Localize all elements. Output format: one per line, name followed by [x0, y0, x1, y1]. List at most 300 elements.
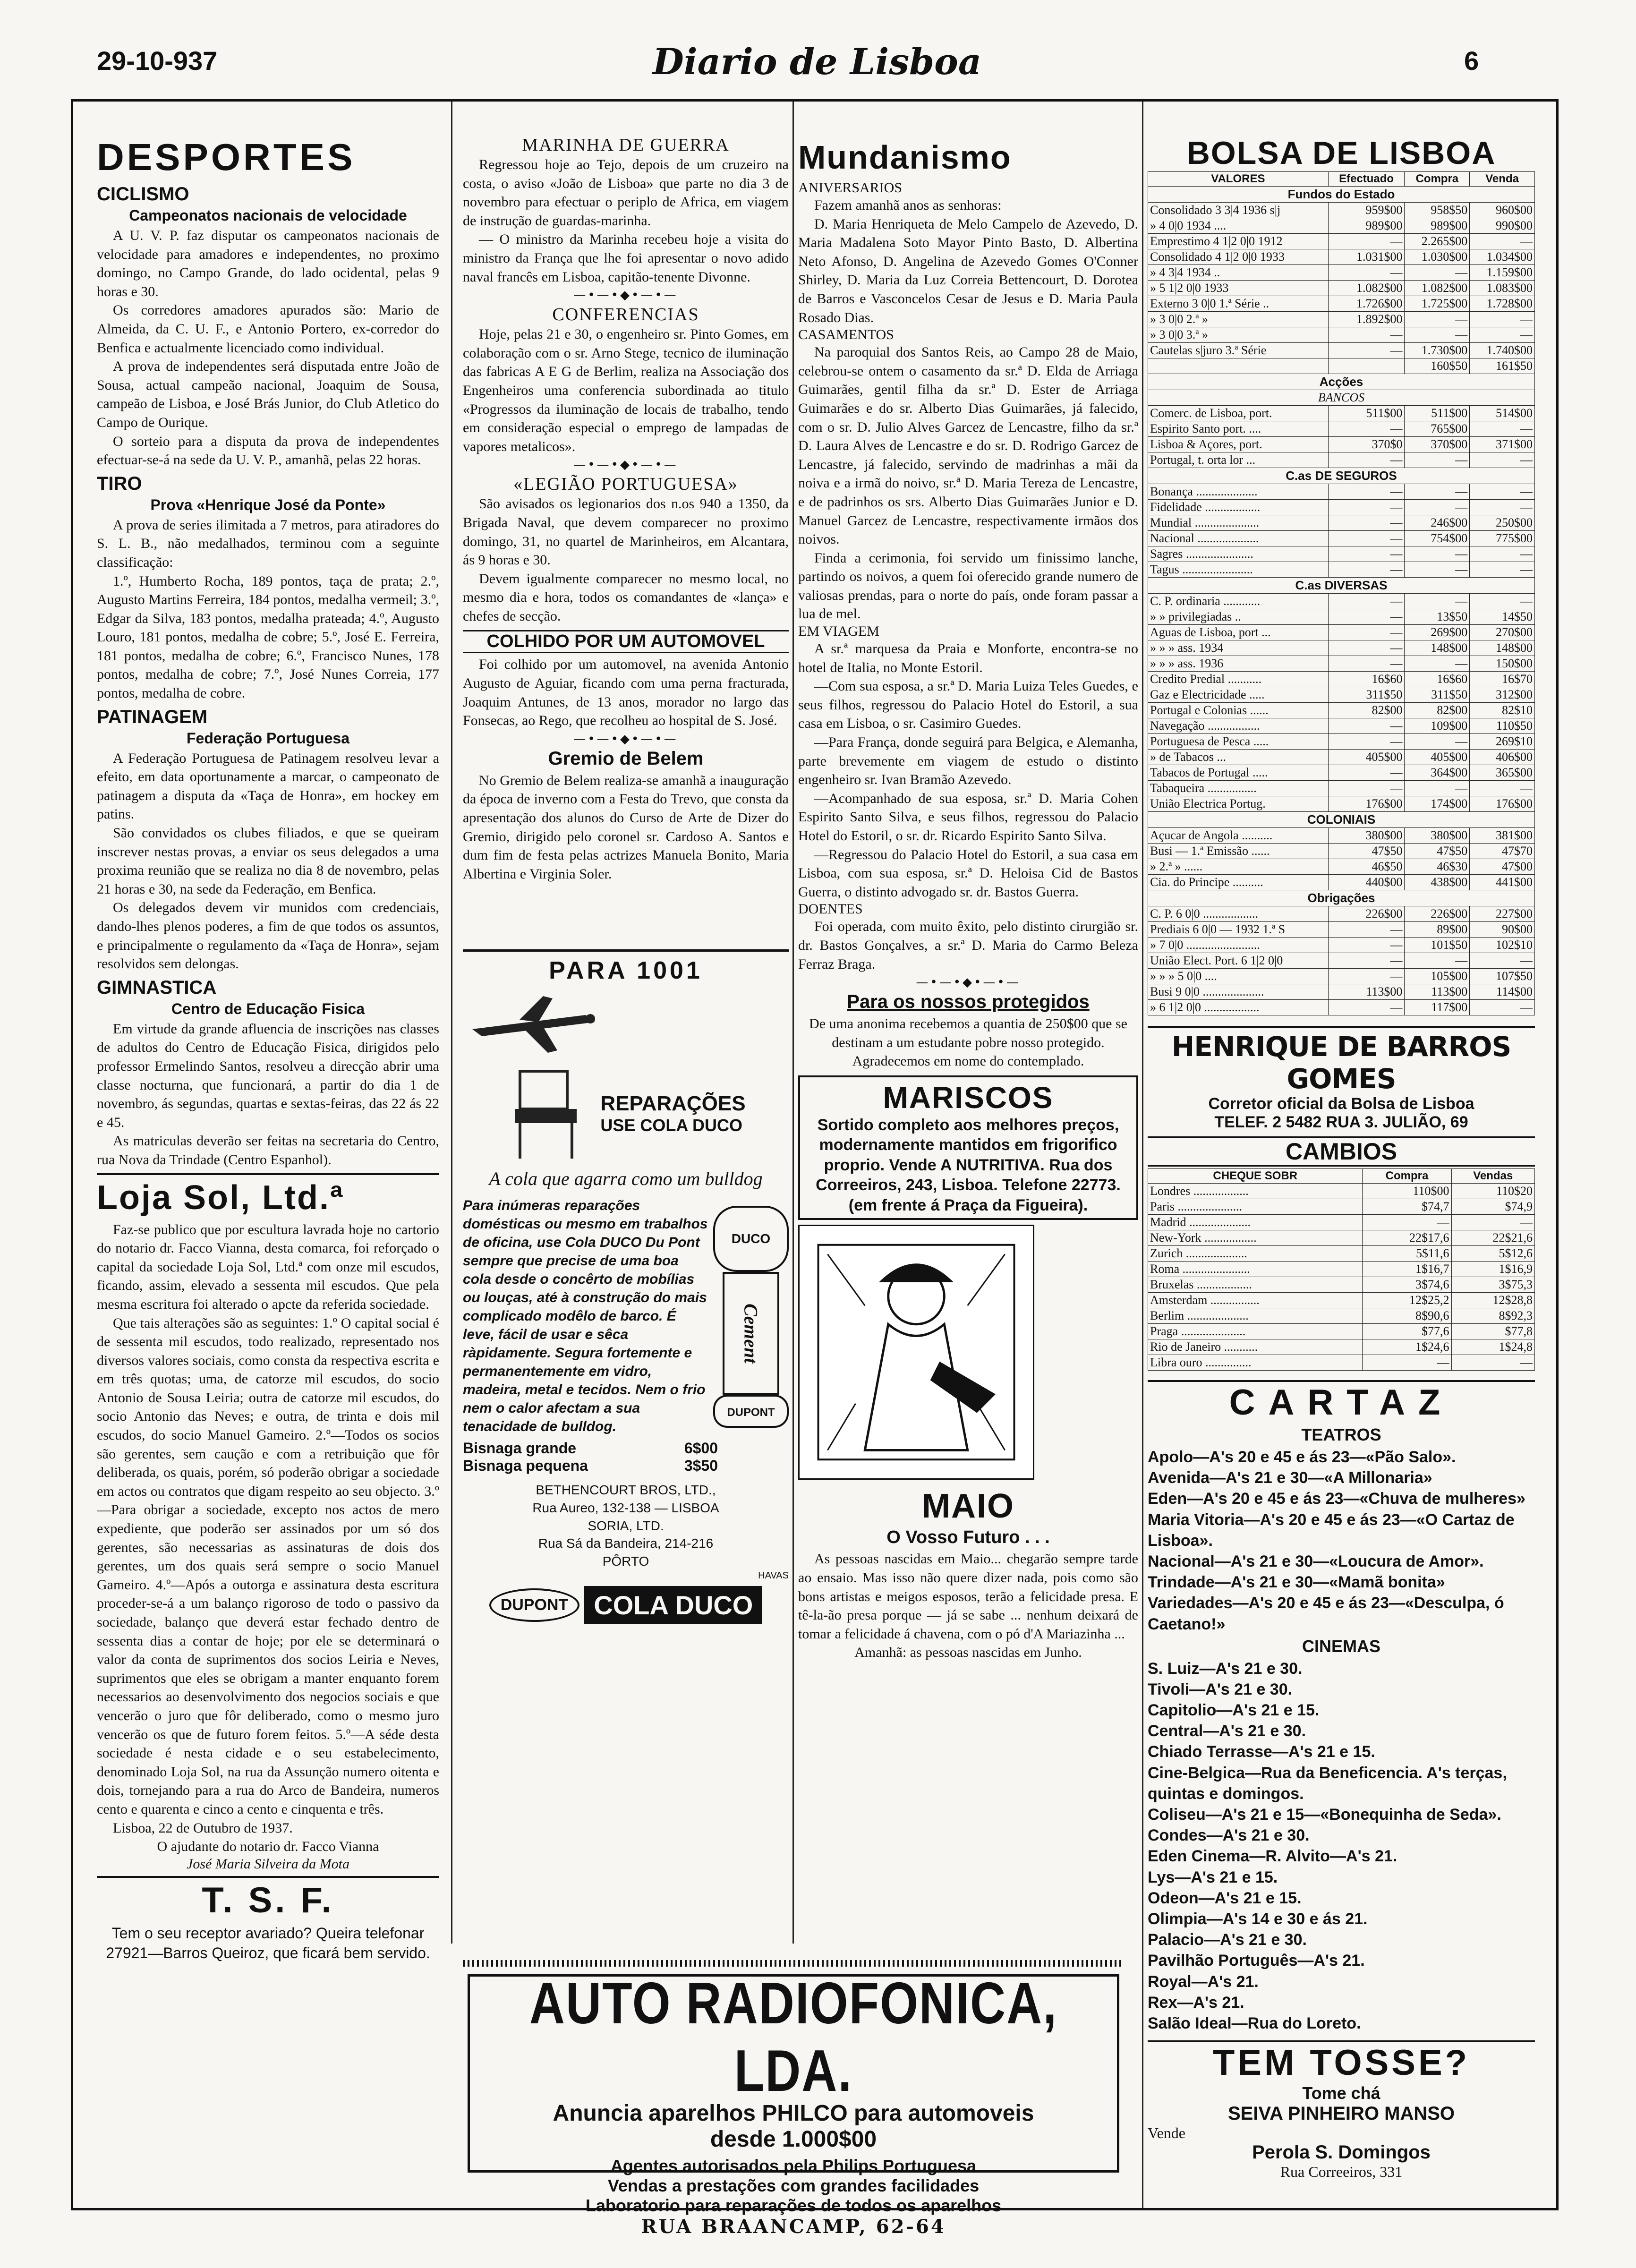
ornament: —•—•◆•—•—	[573, 732, 678, 746]
table-cell: Libra ouro ...............	[1148, 1355, 1363, 1371]
table-row	[1148, 969, 1535, 984]
table-cell: 989$00	[1328, 218, 1405, 234]
table-cell: $74,9	[1451, 1199, 1534, 1215]
table-cell: —	[1470, 484, 1535, 500]
table-row	[1148, 953, 1535, 969]
table-row	[1148, 218, 1535, 234]
price-small: 3$50	[684, 1457, 718, 1474]
table-row	[1148, 796, 1535, 812]
column-rule	[451, 102, 452, 1944]
table-cell: —	[1405, 500, 1470, 515]
table-cell: —	[1328, 515, 1405, 531]
ad-line: desde 1.000$00	[710, 2127, 877, 2152]
table-cell: 89$00	[1405, 922, 1470, 938]
loja-sol-heading: Loja Sol, Ltd.ª	[97, 1178, 344, 1217]
table-cell: 161$50	[1470, 358, 1535, 374]
table-cell: —	[1451, 1355, 1534, 1371]
table-cell: —	[1328, 265, 1405, 281]
table-cell: 3$75,3	[1451, 1277, 1534, 1293]
table-cell: 110$00	[1363, 1184, 1451, 1199]
listing-item: Palacio—A's 21 e 30.	[1148, 1931, 1307, 1949]
cinemas-heading: CINEMAS	[1302, 1636, 1380, 1656]
table-cell: 1.725$00	[1405, 296, 1470, 312]
table-row	[1148, 687, 1535, 703]
table-cell: 405$00	[1405, 750, 1470, 765]
table-row	[1148, 1246, 1535, 1262]
table-cell: —	[1328, 640, 1405, 656]
table-cell: —	[1405, 562, 1470, 578]
table-cell: —	[1328, 765, 1405, 781]
table-row	[1148, 296, 1535, 312]
stock-group-title: COLONIAIS	[1148, 812, 1535, 828]
table-cell: 82$00	[1328, 703, 1405, 718]
table-cell: —	[1328, 327, 1405, 343]
table-cell: 989$00	[1405, 218, 1470, 234]
table-cell: —	[1328, 531, 1405, 546]
table-cell: Tagus .......................	[1148, 562, 1329, 578]
table-cell: 176$00	[1328, 796, 1405, 812]
table-cell: —	[1328, 656, 1405, 672]
table-cell: New-York .................	[1148, 1230, 1363, 1246]
table-cell: —	[1363, 1355, 1451, 1371]
table-row	[1148, 1262, 1535, 1277]
table-cell: —	[1470, 327, 1535, 343]
table-cell: —	[1328, 734, 1405, 750]
paragraph: Devem igualmente comparecer no mesmo local, no mesmo dia e hora, todos os comandantes de «lança» e chefes de secção.	[463, 571, 789, 624]
col-header: Venda	[1470, 172, 1535, 187]
table-cell: —	[1470, 594, 1535, 609]
table-cell: 1$16,7	[1363, 1262, 1451, 1277]
table-cell: —	[1470, 546, 1535, 562]
table-cell: 1.730$00	[1405, 343, 1470, 358]
table-cell: 82$00	[1405, 703, 1470, 718]
table-cell: 269$00	[1405, 625, 1470, 640]
table-row	[1148, 312, 1535, 327]
table-row	[1148, 358, 1535, 374]
table-cell: 46$30	[1405, 859, 1470, 875]
table-cell: —	[1405, 734, 1470, 750]
tsf-heading: T. S. F.	[202, 1880, 334, 1920]
tosse-heading: TEM TOSSE?	[1212, 2043, 1470, 2083]
section-subtitle: Centro de Educação Fisica	[171, 1000, 365, 1017]
ornament: —•—•◆•—•—	[573, 288, 678, 303]
table-cell: Busi — 1.ª Emissão ......	[1148, 844, 1329, 859]
table-cell: 3$74,6	[1363, 1277, 1451, 1293]
section-subtitle: Campeonatos nacionais de velocidade	[129, 207, 407, 224]
table-row	[1148, 718, 1535, 734]
table-cell: Tabacos de Portugal .....	[1148, 765, 1329, 781]
table-cell: —	[1470, 234, 1535, 249]
paragraph: Em virtude da grande afluencia de inscrições nas classes de adultos do Centro de Educação Fisica, dirigidos pelo professor Ermelindo Santos, resolveu a direcção abrir uma classe nocturna, que funcionará, a partir do dia 1 de novembro, ás segundas, quartas e sextas-feiras, das 22 ás 22 e 45.	[97, 1021, 439, 1130]
tosse-line: Tome chá	[1302, 2083, 1380, 2103]
col-header: CHEQUE SOBR	[1148, 1169, 1363, 1184]
stock-group-title: Obrigações	[1148, 890, 1535, 906]
table-cell: » 3 0|0 2.ª »	[1148, 312, 1329, 327]
table-cell: —	[1328, 938, 1405, 953]
table-cell: —	[1451, 1215, 1534, 1230]
mariscos-text: Sortido completo aos melhores preços, modernamente mantidos em frigorifico proprio. Vende A NUTRITIVA. Rua dos Correeiros, 243, Lisboa. Telefone 22773. (em frente á Praça da Figueira).	[816, 1116, 1121, 1214]
paragraph: D. Maria Henriqueta de Melo Campelo de Azevedo, D. Maria Madalena Soto Mayor Pinto Basto, D. Albertina Neto Afonso, D. Angelina de Azevedo Gomes O'Conner Shirley, D. Maria da Luz Correia Bettencourt, D. Dorotea de Barros e Vasconcelos Cesar de Jesus e D. Maria Paula Rosado Dias.	[798, 216, 1138, 325]
table-cell: 102$10	[1470, 938, 1535, 953]
table-cell: Mundial .....................	[1148, 515, 1329, 531]
table-cell: » » privilegiadas ..	[1148, 609, 1329, 625]
table-cell: —	[1405, 656, 1470, 672]
table-cell: —	[1470, 953, 1535, 969]
conferencias-title: CONFERENCIAS	[552, 305, 699, 325]
table-row	[1148, 984, 1535, 1000]
section-title: PATINAGEM	[97, 706, 208, 727]
paragraph: A sr.ª marquesa da Praia e Monforte, encontra-se no hotel de Italia, no Monte Estoril.	[798, 641, 1138, 675]
table-cell: 380$00	[1405, 828, 1470, 844]
table-cell: Bonança ....................	[1148, 484, 1329, 500]
table-cell: 1.034$00	[1470, 249, 1535, 265]
table-cell: Londres ..................	[1148, 1184, 1363, 1199]
broker-contact: TELEF. 2 5482 RUA 3. JULIÃO, 69	[1214, 1113, 1468, 1131]
table-cell: 47$00	[1470, 859, 1535, 875]
table-cell: C. P. 6 0|0 ..................	[1148, 906, 1329, 922]
ornament: —•—•◆•—•—	[916, 975, 1021, 990]
paragraph: —Regressou do Palacio Hotel do Estoril, a sua casa em Lisboa, com sua esposa, sr.ª D. Heloisa Cid de Bastos Guerra, o distinto advogado sr. dr. Bastos Guerra.	[798, 846, 1138, 900]
table-cell: 250$00	[1470, 515, 1535, 531]
table-cell: 16$70	[1470, 672, 1535, 687]
paragraph: Amanhã: as pessoas nascidas em Junho.	[854, 1645, 1082, 1661]
table-cell: —	[1405, 781, 1470, 796]
paragraph: O ajudante do notario dr. Facco Vianna	[157, 1839, 379, 1855]
section-title: EM VIAGEM	[798, 623, 879, 639]
table-cell: 110$20	[1451, 1184, 1534, 1199]
chair-icon	[506, 1066, 591, 1161]
teatros-heading: TEATROS	[1301, 1425, 1381, 1444]
table-row	[1148, 265, 1535, 281]
ad-line: Vendas a prestações com grandes facilidades	[607, 2176, 980, 2195]
table-cell: Paris .....................	[1148, 1199, 1363, 1215]
table-cell: —	[1328, 609, 1405, 625]
listing-item: S. Luiz—A's 21 e 30.	[1148, 1659, 1303, 1678]
ad-top: PARA 1001	[463, 949, 789, 985]
ad-body: Para inúmeras reparações domésticas ou mesmo em trabalhos de oficina, use Cola DUCO Du Pont sempre que precise de uma boa cola desde o concêrto de mobílias ou louças, até à construção do mais complicado modêlo de barco. É leve, fácil de usar e sêca ràpidamente. Segura fortemente e permanentemente em vidro, madeira, metal e tecidos. Nem o frio nem o calor afectam a sua tenacidade de bulldog.	[463, 1198, 708, 1434]
distributor-line: BETHENCOURT BROS, LTD.,	[536, 1483, 716, 1497]
table-row	[1148, 1308, 1535, 1324]
paragraph: Os corredores amadores apurados são: Mario de Almeida, da C. U. F., e Antonio Portero, ex-corredor do Benfica e actualmente licenciado como individual.	[97, 302, 439, 356]
table-cell	[1148, 358, 1329, 374]
finance-column	[1148, 135, 1535, 2180]
table-cell: 1.728$00	[1470, 296, 1535, 312]
table-cell: 246$00	[1405, 515, 1470, 531]
ad-mid2: USE COLA DUCO	[600, 1116, 743, 1135]
table-cell: União Electrica Portug.	[1148, 796, 1329, 812]
tosse-line: Perola S. Domingos	[1252, 2142, 1431, 2163]
table-cell: 514$00	[1470, 406, 1535, 421]
listing-item: Salão Ideal—Rua do Loreto.	[1148, 2014, 1361, 2032]
table-cell: 311$50	[1405, 687, 1470, 703]
paragraph: —Para França, donde seguirá para Belgica, e Alemanha, parte brevemente em viagem de estudo o distinto engenheiro sr. Ivan Bramão Azevedo.	[798, 734, 1138, 788]
table-row	[1148, 1199, 1535, 1215]
listing-item: Maria Vitoria—A's 20 e 45 e ás 23—«O Cartaz de Lisboa».	[1148, 1510, 1515, 1550]
table-row	[1148, 734, 1535, 750]
table-cell: —	[1405, 953, 1470, 969]
table-cell: Espirito Santo port. ....	[1148, 421, 1329, 437]
dupont-logo: DUPONT	[489, 1588, 580, 1622]
cartaz-heading: CARTAZ	[1229, 1382, 1454, 1423]
table-row	[1148, 703, 1535, 718]
paragraph: Finda a cerimonia, foi servido um finissimo lanche, partindo os noivos, a quem foi oferecido grande numero de valiosas prendas, para o norte do país, onde foram passar a lua de mel.	[798, 550, 1138, 622]
distributor-line: SORIA, LTD.	[588, 1518, 664, 1533]
table-cell: » 5 1|2 0|0 1933	[1148, 281, 1329, 296]
listing-item: Trindade—A's 21 e 30—«Mamã bonita»	[1148, 1573, 1445, 1592]
agency: HAVAS	[758, 1570, 789, 1581]
stock-group-title: Acções	[1148, 374, 1535, 390]
table-cell: 438$00	[1405, 875, 1470, 890]
table-row	[1148, 1324, 1535, 1339]
table-cell: 8$92,3	[1451, 1308, 1534, 1324]
table-cell: Cia. do Principe ..........	[1148, 875, 1329, 890]
table-cell: » de Tabacos ...	[1148, 750, 1329, 765]
table-cell: 441$00	[1470, 875, 1535, 890]
column-rule	[1142, 102, 1143, 2208]
paragraph: —Acompanhado de sua esposa, sr.ª D. Maria Cohen Espirito Santo Silva, e seus filhos, regressou do Palacio Hotel do Estoril, o sr. dr. Ricardo Espirito Santo Silva.	[798, 790, 1138, 844]
table-cell: 113$00	[1405, 984, 1470, 1000]
table-cell: 16$60	[1405, 672, 1470, 687]
table-cell: Aguas de Lisboa, port ...	[1148, 625, 1329, 640]
table-cell: —	[1328, 625, 1405, 640]
bolsa-heading: BOLSA DE LISBOA	[1186, 135, 1496, 171]
table-cell: 1.031$00	[1328, 249, 1405, 265]
section-title: TIRO	[97, 473, 142, 494]
table-cell: 440$00	[1328, 875, 1405, 890]
table-cell: Consolidado 4 1|2 0|0 1933	[1148, 249, 1329, 265]
ornament: —•—•◆•—•—	[573, 458, 678, 472]
table-cell: » 6 1|2 0|0 ..................	[1148, 1000, 1329, 1015]
table-cell: 46$50	[1328, 859, 1405, 875]
colhido-title: COLHIDO POR UM AUTOMOVEL	[463, 630, 789, 653]
listing-item: Pavilhão Português—A's 21.	[1148, 1952, 1365, 1970]
table-cell: 226$00	[1405, 906, 1470, 922]
table-cell: 312$00	[1470, 687, 1535, 703]
section-title: CASAMENTOS	[798, 327, 894, 343]
marinha-title: MARINHA DE GUERRA	[522, 135, 730, 155]
table-cell: Praga .....................	[1148, 1324, 1363, 1339]
table-cell: 765$00	[1405, 421, 1470, 437]
listing-item: Central—A's 21 e 30.	[1148, 1722, 1306, 1740]
col-header: Vendas	[1451, 1169, 1534, 1184]
paragraph: Fazem amanhã anos as senhoras:	[814, 197, 1002, 213]
table-cell: 226$00	[1328, 906, 1405, 922]
airplane-icon	[463, 987, 605, 1062]
table-cell: —	[1328, 343, 1405, 358]
auto-radiofonica-ad	[468, 1970, 1119, 2238]
paragraph: Os delegados devem vir munidos com credenciais, dando-lhes plenos poderes, a fim de que todos os assuntos, e principalmente o regulamento da «Taça de Honra», sejam resolvidos sem delongas.	[97, 900, 439, 972]
paragraph: Que tais alterações são as seguintes: 1.º O capital social é de sessenta mil escudos, todo realizado, representado nos diversos valores sociais, como consta da respectiva escrita e em três quotas; uma, de catorze mil escudos, do socio Antonio de Sousa Leiria; outra de catorze mil escudos, do socio Antonio das Neves; e outra, de trinta e dois mil escudos, do socio Manuel Gameiro. 2.º—Todos os socios são gerentes, sem caução e com a retribuição que fôr deliberada, os quais, porém, só poderão obrigar a sociedade em actos ou contratos que digam respeito ao seu objecto. 3.º—Para obrigar a sociedade, excepto nos actos de mero expediente, que poderão ser assinados por um só dos gerentes, são necessarias as assinaturas de dois dos gerentes, um dos quais será sempre o socio Manuel Gameiro. 4.º—Após a outorga e assinatura desta escritura proceder-se-á a um balanço rigoroso de todo o passivo da sociedade, balanço que deverá estar fechado dentro de sessenta dias a contar de hoje; por ele se determinará o valor da conta de suprimentos dos socios Leiria e Neves, suprimentos que eles se obrigam a manter enquanto forem necessarios ao desenvolvimento dos negocios sociais e que vencerão o juro que fôr deliberado, como o mesmo juro vencerão os que de futuro forem feitos. 5.º—A séde desta sociedade é nesta cidade e o seu estabelecimento, denominado Loja Sol, na rua da Assunção numero oitenta e dois, tornejando para a rua do Arco de Bandeira, numeros cento e quarenta e cinco a cento e cinquenta e três.	[97, 1315, 439, 1817]
table-cell: 371$00	[1470, 437, 1535, 452]
paragraph: As pessoas nascidas em Maio... chegarão sempre tarde ao ensaio. Mas isso não quere dizer nada, pois como são bons artistas e meigos esposos, terão a felicidade presa. E tê-la-ão presa porque — já se sabe ... nenhum deixará de tomar a felicidade á chavena, com o pó d'A Mariazinha ...	[798, 1551, 1138, 1642]
table-cell: 1$24,8	[1451, 1339, 1534, 1355]
table-cell: Berlim ....................	[1148, 1308, 1363, 1324]
col-header: Compra	[1363, 1169, 1451, 1184]
table-cell: » 4 0|0 1934 ....	[1148, 218, 1329, 234]
ad-title: AUTO RADIOFONICA, LDA.	[529, 1970, 1058, 2104]
ad-line: RUA BRAANCAMP, 62-64	[641, 2216, 946, 2238]
listing-item: Nacional—A's 21 e 30—«Loucura de Amor».	[1148, 1552, 1484, 1570]
maio-heading: MAIO	[922, 1487, 1014, 1526]
table-cell: 1.159$00	[1470, 265, 1535, 281]
table-cell: 370$00	[1405, 437, 1470, 452]
table-cell: 958$50	[1405, 203, 1470, 218]
table-cell: 90$00	[1470, 922, 1535, 938]
table-cell: Portugal e Colonias ......	[1148, 703, 1329, 718]
table-cell: União Elect. Port. 6 1|2 0|0	[1148, 953, 1329, 969]
price-large-label: Bisnaga grande	[463, 1440, 577, 1457]
table-cell: 110$50	[1470, 718, 1535, 734]
exchange-table	[1148, 1168, 1535, 1371]
table-row	[1148, 1355, 1535, 1371]
table-cell: Açucar de Angola ..........	[1148, 828, 1329, 844]
table-cell: 14$50	[1470, 609, 1535, 625]
ad-line: Anuncia aparelhos PHILCO para automoveis	[553, 2101, 1034, 2126]
table-row	[1148, 249, 1535, 265]
table-row	[1148, 500, 1535, 515]
table-cell: —	[1405, 327, 1470, 343]
table-cell: 365$00	[1470, 765, 1535, 781]
section-title: CICLISMO	[97, 184, 189, 205]
listing-item: Variedades—A's 20 e 45 e ás 23—«Desculpa, ó Caetano!»	[1148, 1594, 1504, 1633]
table-cell: 148$00	[1405, 640, 1470, 656]
table-row	[1148, 875, 1535, 890]
table-cell: —	[1405, 452, 1470, 468]
stock-table	[1148, 171, 1535, 1015]
table-cell: $77,6	[1363, 1324, 1451, 1339]
table-cell: Sagres ......................	[1148, 546, 1329, 562]
col-header: Efectuado	[1328, 172, 1405, 187]
table-cell: —	[1470, 312, 1535, 327]
table-cell: 105$00	[1405, 969, 1470, 984]
table-cell: Prediais 6 0|0 — 1932 1.ª S	[1148, 922, 1329, 938]
table-cell: 16$60	[1328, 672, 1405, 687]
table-cell: —	[1470, 562, 1535, 578]
listing-item: Coliseu—A's 21 e 15—«Bonequinha de Seda».	[1148, 1806, 1501, 1824]
table-row	[1148, 828, 1535, 844]
table-cell: 1$24,6	[1363, 1339, 1451, 1355]
table-cell: 13$50	[1405, 609, 1470, 625]
table-cell: Credito Predial ...........	[1148, 672, 1329, 687]
table-row	[1148, 1277, 1535, 1293]
table-row	[1148, 594, 1535, 609]
table-cell: Amsterdam ................	[1148, 1293, 1363, 1308]
table-cell: Externo 3 0|0 1.ª Série ..	[1148, 296, 1329, 312]
table-cell: 960$00	[1470, 203, 1535, 218]
table-cell: —	[1470, 781, 1535, 796]
page-number: 6	[1464, 46, 1479, 76]
table-cell: Emprestimo 4 1|2 0|0 1912	[1148, 234, 1329, 249]
paragraph: — O ministro da Marinha recebeu hoje a visita do ministro da França que lhe foi apresentar o novo adido naval francês em Lisboa, capitão-tenente Divonne.	[463, 231, 789, 285]
table-cell: —	[1328, 546, 1405, 562]
paragraph: Regressou hoje ao Tejo, depois de um cruzeiro na costa, o aviso «João de Lisboa» que parte no dia 3 de novembro para efectuar o periplo de Africa, em viagem de instrução de guardas-marinha.	[463, 157, 789, 229]
woman-illustration-icon	[798, 1225, 1034, 1480]
table-row	[1148, 234, 1535, 249]
table-row	[1148, 640, 1535, 656]
table-row	[1148, 781, 1535, 796]
price-small-label: Bisnaga pequena	[463, 1457, 588, 1474]
table-cell: Cautelas s|juro 3.ª Série	[1148, 343, 1329, 358]
table-cell: 12$28,8	[1451, 1293, 1534, 1308]
table-cell: —	[1328, 781, 1405, 796]
table-cell: $74,7	[1363, 1199, 1451, 1215]
table-cell: —	[1405, 594, 1470, 609]
ad-line: Laboratorio para reparações de todos os aparelhos	[585, 2196, 1002, 2215]
table-cell: 174$00	[1405, 796, 1470, 812]
table-cell: Portuguesa de Pesca .....	[1148, 734, 1329, 750]
table-row	[1148, 765, 1535, 781]
table-cell: 1.083$00	[1470, 281, 1535, 296]
tosse-line: Rua Correeiros, 331	[1280, 2163, 1403, 2180]
table-cell: 775$00	[1470, 531, 1535, 546]
table-cell: 47$70	[1470, 844, 1535, 859]
table-cell: —	[1363, 1215, 1451, 1230]
table-cell: 270$00	[1470, 625, 1535, 640]
table-cell: —	[1328, 1000, 1405, 1015]
table-cell: » 7 0|0 ........................	[1148, 938, 1329, 953]
protegidos-title: Para os nossos protegidos	[847, 991, 1090, 1013]
table-cell: 381$00	[1470, 828, 1535, 844]
table-cell: 2.265$00	[1405, 234, 1470, 249]
listing-item: Odeon—A's 21 e 15.	[1148, 1889, 1302, 1907]
table-cell: » 2.ª » ......	[1148, 859, 1329, 875]
table-cell: —	[1328, 562, 1405, 578]
masthead-title: Diario de Lisboa	[652, 41, 982, 83]
gremio-title: Gremio de Belem	[548, 748, 704, 769]
table-row	[1148, 1000, 1535, 1015]
table-cell: —	[1470, 421, 1535, 437]
ad-mid1: REPARAÇÕES	[600, 1092, 746, 1115]
section-title: ANIVERSARIOS	[798, 180, 903, 196]
table-cell: 117$00	[1405, 1000, 1470, 1015]
table-cell: 47$50	[1328, 844, 1405, 859]
listing-item: Apolo—A's 20 e 45 e ás 23—«Pão Salo».	[1148, 1448, 1456, 1466]
price-large: 6$00	[684, 1440, 718, 1457]
ad-line: Agentes autorisados pela Philips Portuguesa	[610, 2156, 977, 2175]
legiao-title: «LEGIÃO PORTUGUESA»	[513, 474, 738, 495]
table-cell: Busi 9 0|0 ....................	[1148, 984, 1329, 1000]
table-cell: 22$17,6	[1363, 1230, 1451, 1246]
table-row	[1148, 562, 1535, 578]
table-row	[1148, 750, 1535, 765]
table-row	[1148, 327, 1535, 343]
table-cell: 1.030$00	[1405, 249, 1470, 265]
table-cell: 82$10	[1470, 703, 1535, 718]
section-subtitle: Prova «Henrique José da Ponte»	[150, 496, 386, 513]
paragraph: Foi operada, com muito êxito, pelo distinto cirurgião sr. dr. Bastos Gonçalves, a sr.ª D. Maria do Carmo Beleza Ferraz Braga.	[798, 919, 1138, 972]
table-cell: —	[1470, 1000, 1535, 1015]
table-row	[1148, 1293, 1535, 1308]
cola-duco-ad	[463, 949, 789, 1946]
table-row	[1148, 672, 1535, 687]
table-cell: Consolidado 3 3|4 1936 s|j	[1148, 203, 1329, 218]
table-cell: Lisboa & Açores, port.	[1148, 437, 1329, 452]
section-subtitle: Federação Portuguesa	[187, 729, 349, 747]
stock-group-title: C.as DIVERSAS	[1148, 578, 1535, 594]
table-cell: Roma ......................	[1148, 1262, 1363, 1277]
listing-item: Eden—A's 20 e 45 e ás 23—«Chuva de mulheres»	[1148, 1490, 1525, 1508]
paragraph: São convidados os clubes filiados, e que se queiram inscrever nestas provas, a enviar os seus delegados a uma proxima reunião que se realiza no dia 8 de novembro, pelas 21 horas e 30, na sede da Federação, em Benfica.	[97, 825, 439, 897]
paragraph: A Federação Portuguesa de Patinagem resolveu levar a efeito, em data oportunamente a marcar, o campeonato de patinagem a disputa da «Taça de Honra», em hockey em patins.	[97, 750, 439, 822]
cola-duco-brand: COLA DUCO	[584, 1586, 762, 1624]
table-row	[1148, 609, 1535, 625]
table-cell: 1.082$00	[1328, 281, 1405, 296]
table-row	[1148, 656, 1535, 672]
table-cell: 160$50	[1405, 358, 1470, 374]
table-row	[1148, 546, 1535, 562]
table-row	[1148, 625, 1535, 640]
paragraph: Na paroquial dos Santos Reis, ao Campo 28 de Maio, celebrou-se ontem o casamento da sr.ª D. Elda de Arriaga Guimarães, gentil filha da sr.ª D. Ester de Arriaga Guimarães e do sr. Alberto Dias Guimarães, já falecido, com o sr. D. Julio Alves Garcez de Lencastre, filho da sr.ª D. Laura Alves de Lencastre e do sr. D. Rodrigo Garcez de Lencastre, já falecido, servindo de madrinhas a mãi da noiva e a irmã do noivo, sr.ª D. Maria Tereza de Lencastre, e de padrinhos os srs. Alberto Dias Guimarães Junior e D. Manuel Garcez de Lencastre, respectivamente irmãos dos noivos.	[798, 344, 1138, 547]
